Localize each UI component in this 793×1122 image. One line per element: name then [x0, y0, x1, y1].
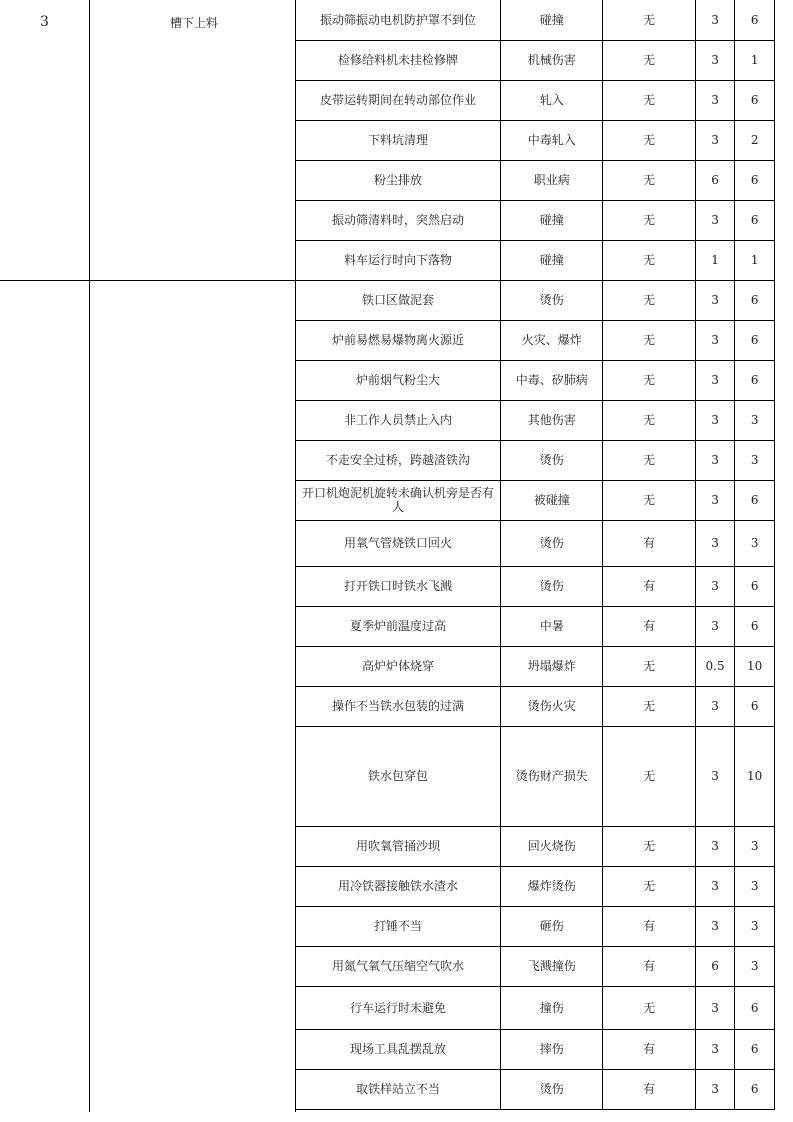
likelihood-cell: 3 [695, 120, 735, 160]
harm-type-cell: 烫伤 [500, 280, 602, 320]
exposure-cell: 6 [735, 1029, 775, 1069]
control-measure-cell: 无 [603, 0, 695, 40]
hazard-description-cell: 检修给料机未挂检修牌 [296, 40, 501, 80]
harm-type-cell: 烫伤 [500, 520, 602, 566]
table-row [296, 906, 775, 946]
exposure-cell: 6 [735, 0, 775, 40]
exposure-cell: 6 [735, 986, 775, 1029]
exposure-cell: 3 [735, 440, 775, 480]
hazard-description-cell: 下料坑清理 [296, 120, 501, 160]
exposure-cell: 6 [735, 200, 775, 240]
table-row [296, 360, 775, 400]
hazard-description-cell: 非工作人员禁止入内 [296, 400, 501, 440]
control-measure-cell: 无 [603, 866, 695, 906]
likelihood-cell: 0.5 [695, 646, 735, 686]
work-area-label: 槽下上料 [170, 16, 219, 30]
control-measure-cell: 无 [603, 40, 695, 80]
control-measure-cell: 无 [603, 240, 695, 280]
harm-type-cell: 撞伤 [500, 986, 602, 1029]
table-row [296, 440, 775, 480]
harm-type-cell: 被碰撞 [500, 480, 602, 520]
exposure-cell: 3 [735, 866, 775, 906]
hazard-description-cell: 不走安全过桥，跨越渣铁沟 [296, 440, 501, 480]
hazard-description-cell: 现场工具乱摆乱放 [296, 1029, 501, 1069]
hazard-description-cell: 用氮气氧气压缩空气吹水 [296, 946, 501, 986]
table-row [296, 986, 775, 1029]
exposure-cell: 3 [735, 906, 775, 946]
likelihood-cell: 3 [695, 1029, 735, 1069]
hazard-description-cell: 取铁样站立不当 [296, 1069, 501, 1109]
control-measure-cell: 无 [603, 480, 695, 520]
exposure-cell: 10 [735, 726, 775, 826]
table-row [296, 826, 775, 866]
likelihood-cell: 3 [695, 360, 735, 400]
control-measure-cell: 无 [603, 726, 695, 826]
table-row [296, 606, 775, 646]
hazard-description-cell: 开口机炮泥机旋转未确认机旁是否有人 [296, 480, 501, 520]
likelihood-cell: 6 [695, 946, 735, 986]
table-row [296, 1069, 775, 1109]
exposure-cell: 6 [735, 320, 775, 360]
harm-type-cell: 烫伤财产损失 [500, 726, 602, 826]
control-measure-cell: 有 [603, 906, 695, 946]
exposure-cell: 6 [735, 566, 775, 606]
control-measure-cell: 无 [603, 686, 695, 726]
likelihood-cell: 6 [695, 160, 735, 200]
harm-type-cell: 中毒轧入 [500, 120, 602, 160]
exposure-cell: 3 [735, 946, 775, 986]
harm-type-cell: 回火烧伤 [500, 826, 602, 866]
control-measure-cell: 无 [603, 160, 695, 200]
harm-type-cell: 烫伤火灾 [500, 686, 602, 726]
table-row [296, 80, 775, 120]
harm-type-cell: 其他伤害 [500, 400, 602, 440]
exposure-cell: 2 [735, 120, 775, 160]
likelihood-cell: 3 [695, 1069, 735, 1109]
hazard-description-cell: 高炉炉体烧穿 [296, 646, 501, 686]
table-row [296, 520, 775, 566]
table-row [296, 120, 775, 160]
hazard-description-cell: 皮带运转期间在转动部位作业 [296, 80, 501, 120]
exposure-cell: 6 [735, 1069, 775, 1109]
harm-type-cell: 砸伤 [500, 906, 602, 946]
harm-type-cell: 碰撞 [500, 200, 602, 240]
control-measure-cell: 无 [603, 280, 695, 320]
table-row [296, 200, 775, 240]
likelihood-cell: 3 [695, 80, 735, 120]
sequence-number: 3 [40, 14, 49, 30]
hazard-description-cell: 炉前易燃易爆物离火源近 [296, 320, 501, 360]
harm-type-cell: 职业病 [500, 160, 602, 200]
table-row [296, 320, 775, 360]
exposure-cell: 6 [735, 686, 775, 726]
exposure-cell: 3 [735, 826, 775, 866]
harm-type-cell: 坍塌爆炸 [500, 646, 602, 686]
control-measure-cell: 有 [603, 1069, 695, 1109]
hazard-description-cell: 操作不当铁水包装的过满 [296, 686, 501, 726]
likelihood-cell: 3 [695, 40, 735, 80]
table-row [296, 40, 775, 80]
exposure-cell: 6 [735, 160, 775, 200]
table-row [296, 566, 775, 606]
likelihood-cell: 3 [695, 606, 735, 646]
control-measure-cell: 无 [603, 120, 695, 160]
hazard-description-cell: 用吹氧管捅沙坝 [296, 826, 501, 866]
harm-type-cell: 烫伤 [500, 566, 602, 606]
control-measure-cell: 有 [603, 946, 695, 986]
likelihood-cell: 3 [695, 566, 735, 606]
hazard-description-cell: 用冷铁器接触铁水渣水 [296, 866, 501, 906]
group-divider [0, 280, 296, 281]
control-measure-cell: 无 [603, 360, 695, 400]
exposure-cell: 6 [735, 280, 775, 320]
table-row [296, 280, 775, 320]
harm-type-cell: 机械伤害 [500, 40, 602, 80]
hazard-description-cell: 夏季炉前温度过高 [296, 606, 501, 646]
harm-type-cell: 中毒、矽肺病 [500, 360, 602, 400]
control-measure-cell: 有 [603, 606, 695, 646]
control-measure-cell: 有 [603, 1029, 695, 1069]
hazard-description-cell: 炉前烟气粉尘大 [296, 360, 501, 400]
likelihood-cell: 3 [695, 320, 735, 360]
exposure-cell: 3 [735, 400, 775, 440]
control-measure-cell: 无 [603, 80, 695, 120]
exposure-cell: 6 [735, 606, 775, 646]
hazard-description-cell: 铁水包穿包 [296, 726, 501, 826]
likelihood-cell: 1 [695, 240, 735, 280]
harm-type-cell: 火灾、爆炸 [500, 320, 602, 360]
control-measure-cell: 无 [603, 320, 695, 360]
table-row [296, 946, 775, 986]
hazard-description-cell: 振动筛振动电机防护罩不到位 [296, 0, 501, 40]
table-row [296, 726, 775, 826]
left-column-divider [89, 0, 90, 1112]
likelihood-cell: 3 [695, 906, 735, 946]
control-measure-cell: 无 [603, 826, 695, 866]
harm-type-cell: 碰撞 [500, 240, 602, 280]
harm-type-cell: 中暑 [500, 606, 602, 646]
hazard-description-cell: 料车运行时向下落物 [296, 240, 501, 280]
harm-type-cell: 轧入 [500, 80, 602, 120]
control-measure-cell: 无 [603, 400, 695, 440]
exposure-cell: 6 [735, 360, 775, 400]
control-measure-cell: 无 [603, 986, 695, 1029]
exposure-cell: 6 [735, 480, 775, 520]
control-measure-cell: 有 [603, 566, 695, 606]
harm-type-cell: 碰撞 [500, 0, 602, 40]
likelihood-cell: 3 [695, 686, 735, 726]
harm-type-cell: 烫伤 [500, 440, 602, 480]
risk-table [295, 0, 775, 1110]
table-row [296, 686, 775, 726]
exposure-cell: 1 [735, 240, 775, 280]
exposure-cell: 6 [735, 80, 775, 120]
control-measure-cell: 有 [603, 520, 695, 566]
hazard-description-cell: 铁口区做泥套 [296, 280, 501, 320]
likelihood-cell: 3 [695, 520, 735, 566]
table-row [296, 866, 775, 906]
harm-type-cell: 烫伤 [500, 1069, 602, 1109]
table-row [296, 160, 775, 200]
likelihood-cell: 3 [695, 480, 735, 520]
likelihood-cell: 3 [695, 826, 735, 866]
likelihood-cell: 3 [695, 440, 735, 480]
hazard-description-cell: 行车运行时未避免 [296, 986, 501, 1029]
table-row [296, 240, 775, 280]
likelihood-cell: 3 [695, 866, 735, 906]
hazard-description-cell: 粉尘排放 [296, 160, 501, 200]
control-measure-cell: 无 [603, 646, 695, 686]
likelihood-cell: 3 [695, 0, 735, 40]
table-row [296, 400, 775, 440]
hazard-description-cell: 打开铁口时铁水飞溅 [296, 566, 501, 606]
hazard-description-cell: 打锤不当 [296, 906, 501, 946]
likelihood-cell: 3 [695, 726, 735, 826]
table-row [296, 480, 775, 520]
control-measure-cell: 无 [603, 440, 695, 480]
likelihood-cell: 3 [695, 280, 735, 320]
likelihood-cell: 3 [695, 200, 735, 240]
hazard-description-cell: 用氧气管烧铁口回火 [296, 520, 501, 566]
exposure-cell: 10 [735, 646, 775, 686]
hazard-description-cell: 振动筛清料时，突然启动 [296, 200, 501, 240]
harm-type-cell: 飞溅撞伤 [500, 946, 602, 986]
likelihood-cell: 3 [695, 400, 735, 440]
table-row [296, 0, 775, 40]
table-row [296, 646, 775, 686]
exposure-cell: 1 [735, 40, 775, 80]
harm-type-cell: 爆炸烫伤 [500, 866, 602, 906]
harm-type-cell: 摔伤 [500, 1029, 602, 1069]
control-measure-cell: 无 [603, 200, 695, 240]
table-row [296, 1029, 775, 1069]
likelihood-cell: 3 [695, 986, 735, 1029]
exposure-cell: 3 [735, 520, 775, 566]
